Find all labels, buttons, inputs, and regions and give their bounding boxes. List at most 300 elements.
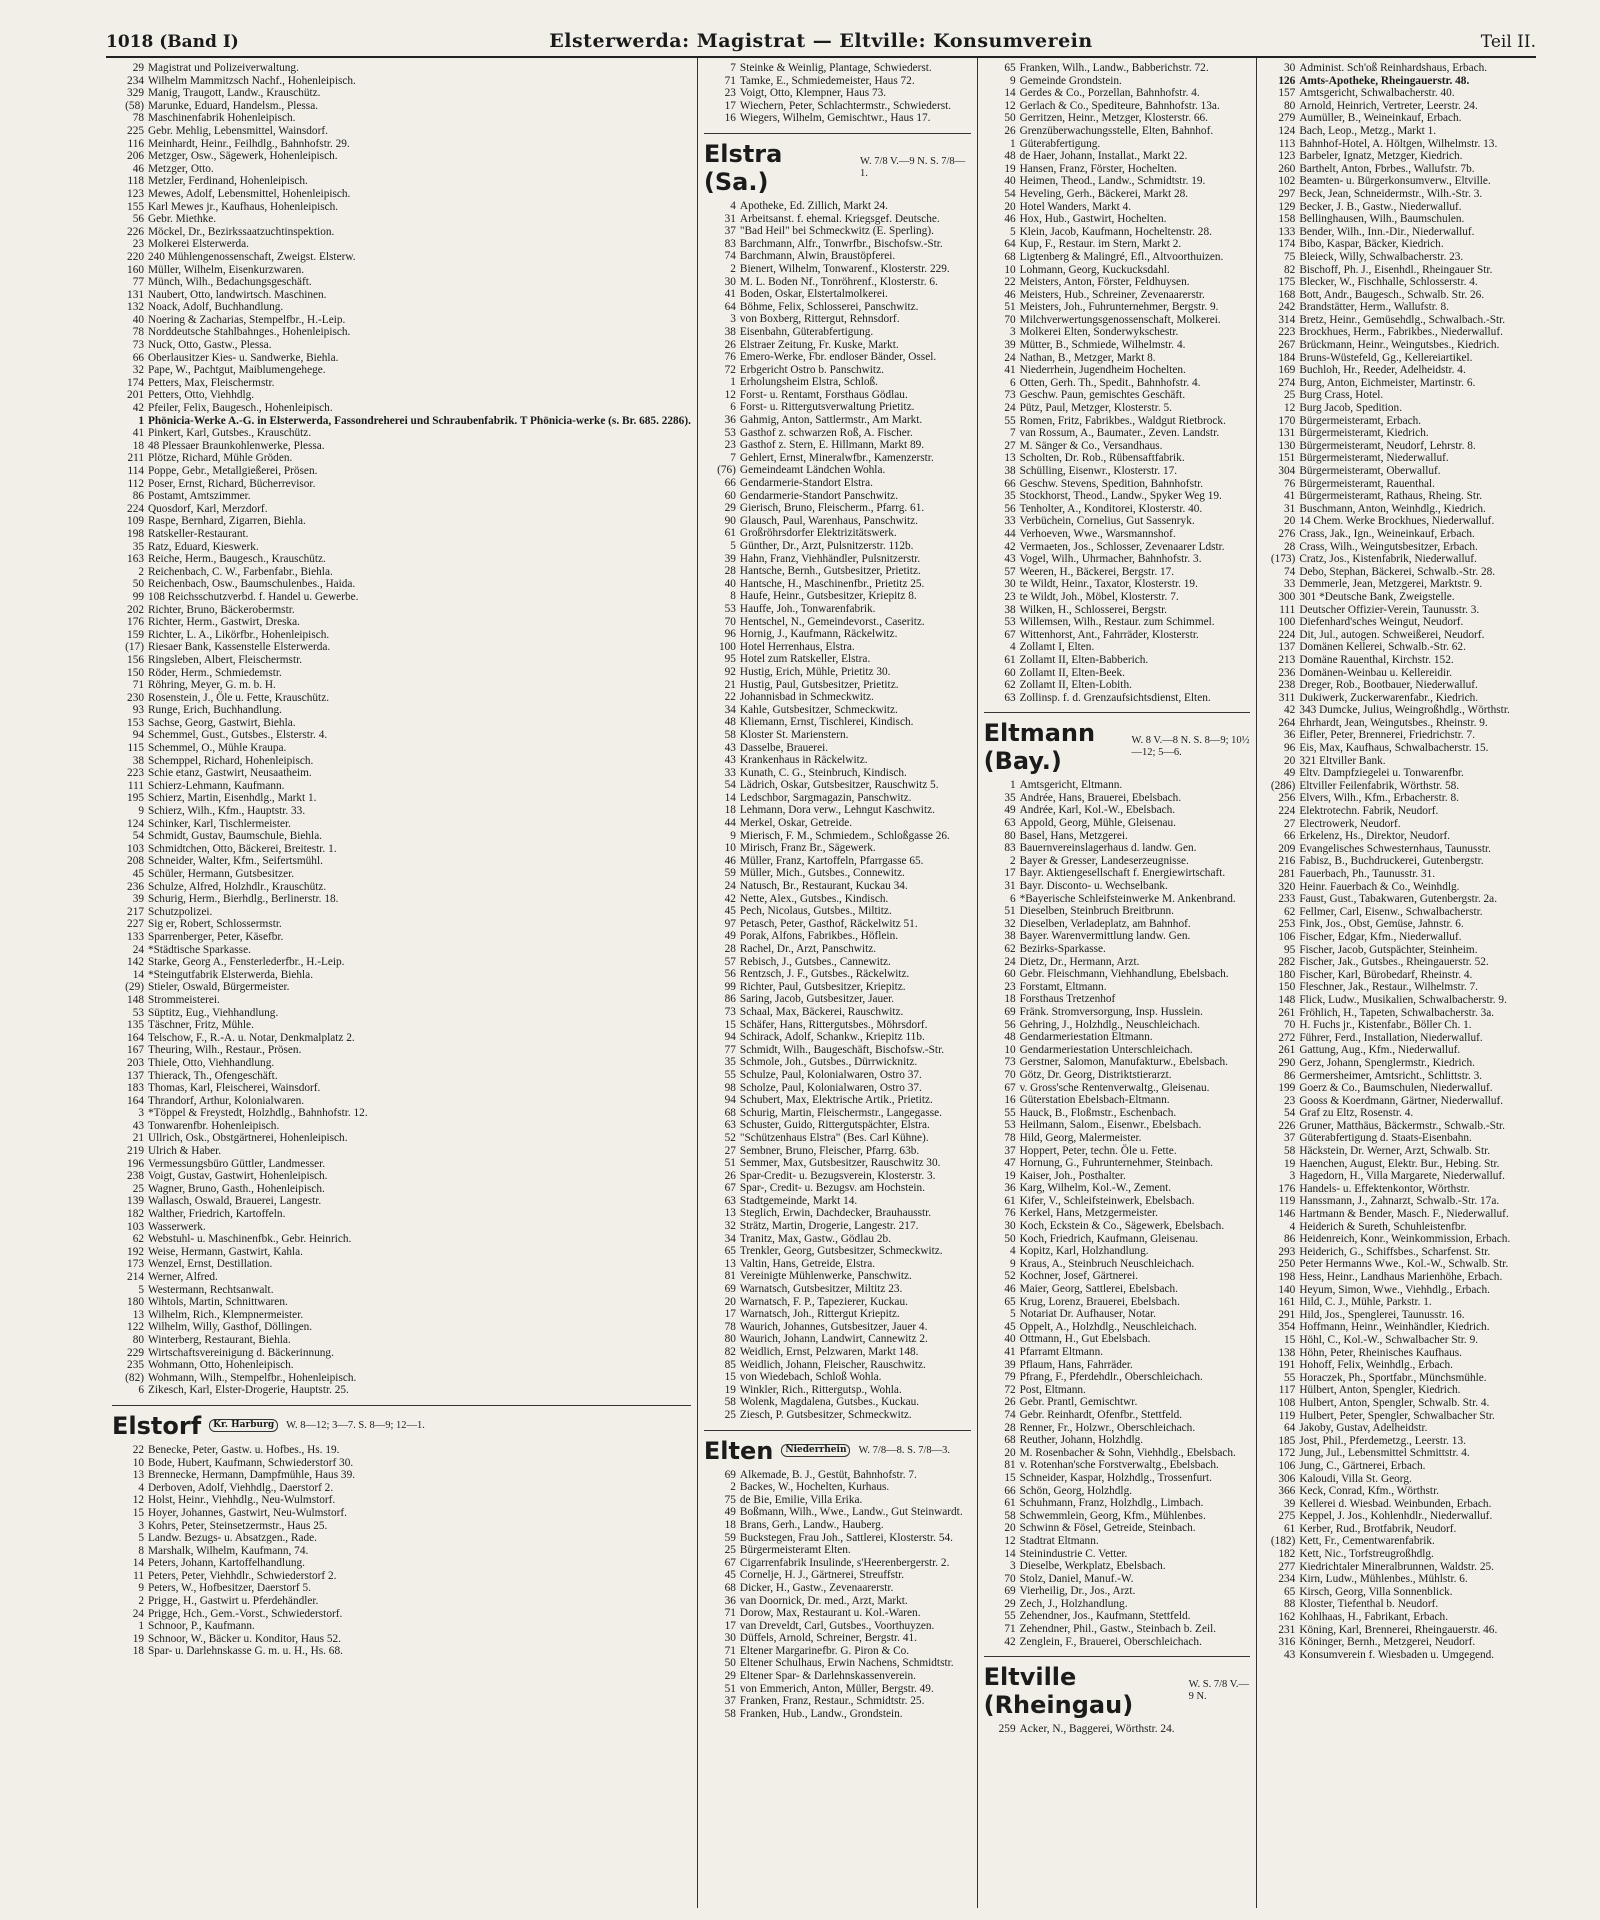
- entry-phone-number: 20: [1284, 515, 1296, 528]
- entry-phone-number: 43: [724, 754, 736, 767]
- entry-text: Strätz, Martin, Drogerie, Langestr. 217.: [739, 1220, 919, 1233]
- entry-text: Brockhues, Herm., Fabrikbes., Niederwalluf.: [1299, 326, 1503, 339]
- entry-text: Brans, Gerh., Landw., Hauberg.: [739, 1518, 884, 1531]
- list-item: [704, 880, 971, 893]
- list-item: [704, 1506, 971, 1519]
- entry-text: Großröhrsdorfer Elektrizitätswerk.: [739, 527, 897, 540]
- entry-phone-number: 50: [1004, 1232, 1016, 1245]
- list-item: [704, 301, 971, 314]
- entry-phone-number: 76: [1284, 477, 1296, 490]
- entry-phone-number: 229: [127, 1346, 144, 1359]
- entry-text: Hulbert, Peter, Spengler, Schwalbacher Str.: [1299, 1409, 1495, 1422]
- list-item: [704, 1620, 971, 1633]
- entry-text: Gerstner, Salomon, Manufakturw., Ebelsbach.: [1019, 1056, 1228, 1069]
- entry-phone-number: 51: [724, 1682, 736, 1695]
- list-item: [1263, 1158, 1530, 1171]
- list-item: [112, 654, 691, 667]
- entry-text: Peters, Peter, Viehhdlr., Schwiederstorf 2.: [148, 1569, 337, 1582]
- place-name: Elstra (Sa.): [703, 139, 783, 196]
- entry-text: Gendarmeriestation Eltmann.: [1019, 1031, 1153, 1044]
- entry-phone-number: 34: [724, 1232, 736, 1245]
- entry-text: Poser, Ernst, Richard, Bücherrevisor.: [148, 477, 316, 490]
- entry-text: Heimen, Theod., Landw., Schmidtstr. 19.: [1019, 175, 1206, 188]
- entry-text: Bürgermeisteramt Elten.: [739, 1544, 851, 1557]
- list-item: [984, 792, 1251, 805]
- entry-text: Kiedrichtaler Mineralbrunnen, Waldstr. 25.: [1299, 1560, 1494, 1573]
- entry-phone-number: 13: [1004, 452, 1016, 465]
- list-item: [112, 289, 691, 302]
- entry-text: Landw. Bezugs- u. Absatzgen., Rade.: [148, 1532, 317, 1545]
- list-item: [984, 804, 1251, 817]
- list-item: [984, 201, 1251, 214]
- list-item: [112, 729, 691, 742]
- list-item: [704, 1481, 971, 1494]
- entry-text: Amtsgericht, Eltmann.: [1019, 779, 1123, 792]
- entry-text: Hauffe, Joh., Tonwarenfabrik.: [739, 602, 876, 615]
- list-item: [704, 490, 971, 503]
- list-item: [112, 855, 691, 868]
- entry-text: Bürgermeisteramt, Rauenthal.: [1299, 477, 1435, 490]
- list-item: [1263, 679, 1530, 692]
- entry-phone-number: 31: [1004, 880, 1016, 893]
- entry-phone-number: 68: [1004, 1434, 1016, 1447]
- entry-phone-number: 20: [1004, 1522, 1016, 1535]
- entry-text: Gendarmeriestation Unterschleichach.: [1019, 1043, 1193, 1056]
- entry-text: Magistrat und Polizeiverwaltung.: [148, 62, 299, 74]
- entry-phone-number: 42: [132, 402, 144, 415]
- entry-text: Amts-Apotheke, Rheingauerstr. 48.: [1299, 74, 1470, 87]
- entry-phone-number: 168: [1278, 288, 1296, 301]
- entry-text: von Emmerich, Anton, Müller, Bergstr. 49.: [739, 1682, 934, 1695]
- entry-text: Handels- u. Effektenkontor, Wörthstr.: [1299, 1182, 1470, 1195]
- list-item: [1263, 1347, 1530, 1360]
- entry-text: Reichenbach, C. W., Farbenfabr., Biehla.: [148, 565, 333, 578]
- list-item: [984, 1283, 1251, 1296]
- list-item: [1263, 1183, 1530, 1196]
- entry-phone-number: 24: [132, 943, 144, 956]
- entry-phone-number: (29): [125, 981, 144, 994]
- entry-phone-number: 71: [1004, 1623, 1016, 1636]
- entry-phone-number: 49: [1004, 804, 1016, 817]
- entry-phone-number: 6: [138, 1384, 144, 1397]
- entry-text: Wilhelm Mammitzsch Nachf., Hohenleipisch.: [148, 74, 356, 87]
- entry-text: Beamten- u. Bürgerkonsumverw., Eltville.: [1299, 175, 1491, 188]
- entry-phone-number: 282: [1278, 956, 1296, 969]
- list-item: [112, 138, 691, 151]
- entry-phone-number: 14: [1004, 87, 1016, 100]
- list-item: [1263, 490, 1530, 503]
- entry-text: Steinindustrie C. Vetter.: [1019, 1547, 1128, 1560]
- entry-phone-number: 22: [724, 691, 736, 704]
- list-item: [112, 994, 691, 1007]
- entry-text: Fränk. Stromversorgung, Insp. Husslein.: [1019, 1005, 1203, 1018]
- entry-phone-number: 95: [724, 653, 736, 666]
- list-item: [1263, 717, 1530, 730]
- entry-phone-number: 56: [132, 213, 144, 226]
- entry-phone-number: 5: [138, 1283, 144, 1296]
- entry-phone-number: 95: [1284, 943, 1296, 956]
- entry-text: Schneider, Walter, Kfm., Seifertsmühl.: [148, 855, 323, 868]
- list-item: [704, 1132, 971, 1145]
- entry-phone-number: 100: [1278, 616, 1296, 629]
- list-item: [984, 541, 1251, 554]
- place-district: Kr. Harburg: [209, 1419, 278, 1432]
- entry-text: Jakoby, Gustav, Adelheidstr.: [1299, 1422, 1428, 1435]
- entry-text: Basel, Hans, Metzgerei.: [1019, 829, 1128, 842]
- entry-text: Mütter, B., Schmiede, Wilhelmstr. 4.: [1019, 339, 1186, 352]
- entry-text: Vereinigte Mühlenwerke, Panschwitz.: [739, 1270, 912, 1283]
- entry-phone-number: 236: [1278, 666, 1296, 679]
- list-item: [704, 842, 971, 855]
- entry-text: Brennecke, Hermann, Dampfmühle, Haus 39.: [148, 1469, 356, 1482]
- entry-text: Cratz, Jos., Kistenfabrik, Niederwalluf.: [1299, 553, 1477, 566]
- list-item: [704, 439, 971, 452]
- list-item: [1263, 969, 1530, 982]
- list-item: [984, 1585, 1251, 1598]
- list-item: [984, 1497, 1251, 1510]
- entry-phone-number: 70: [1004, 1572, 1016, 1585]
- entry-text: Gendarmerie-Standort Panschwitz.: [739, 489, 899, 502]
- list-item: [1263, 1233, 1530, 1246]
- entry-text: Dieselben, Verladeplatz, am Bahnhof.: [1019, 917, 1191, 930]
- list-item: [984, 515, 1251, 528]
- entry-phone-number: 74: [1284, 565, 1296, 578]
- list-item: [984, 578, 1251, 591]
- entry-text: "Schützenhaus Elstra" (Bes. Carl Kühne).: [739, 1131, 929, 1144]
- list-item: [984, 1548, 1251, 1561]
- entry-text: Nathan, B., Metzger, Markt 8.: [1019, 351, 1156, 364]
- list-item: [704, 855, 971, 868]
- entry-phone-number: 38: [132, 754, 144, 767]
- entry-phone-number: 24: [1004, 351, 1016, 364]
- entry-phone-number: 276: [1278, 527, 1296, 540]
- list-item: [984, 1220, 1251, 1233]
- entry-text: Kaiser, Joh., Posthalter.: [1019, 1169, 1126, 1182]
- list-item: [112, 1595, 691, 1608]
- entry-phone-number: 140: [1278, 1283, 1296, 1296]
- list-item: [1263, 994, 1530, 1007]
- entry-text: Postamt, Amtszimmer.: [148, 490, 251, 503]
- entry-text: Zikesch, Karl, Elster-Drogerie, Hauptstr. 25.: [148, 1384, 349, 1397]
- list-item: [704, 339, 971, 352]
- entry-phone-number: 23: [132, 238, 144, 251]
- entry-text: Flick, Ludw., Musikalien, Schwalbacherstr. 9.: [1299, 993, 1507, 1006]
- list-item: [1263, 1070, 1530, 1083]
- entry-text: Steinke & Weinlig, Plantage, Schwiederst.: [739, 62, 932, 74]
- list-item: [704, 754, 971, 767]
- list-item: [984, 1384, 1251, 1397]
- entry-text: Kliemann, Ernst, Tischlerei, Kindisch.: [739, 716, 914, 729]
- entry-text: Keck, Conrad, Kfm., Wörthstr.: [1299, 1485, 1440, 1498]
- list-item: [984, 1006, 1251, 1019]
- entry-phone-number: 65: [1004, 62, 1016, 74]
- list-item: [704, 213, 971, 226]
- list-item: [984, 289, 1251, 302]
- entry-phone-number: 2: [138, 1595, 144, 1608]
- list-item: [1263, 112, 1530, 125]
- list-item: [984, 981, 1251, 994]
- entry-text: Thierack, Th., Ofengeschäft.: [148, 1069, 278, 1082]
- entry-phone-number: 73: [132, 339, 144, 352]
- list-item: [112, 641, 691, 654]
- list-item: [704, 1607, 971, 1620]
- entry-text: Renner, Fr., Holzwr., Oberschleichach.: [1019, 1421, 1196, 1434]
- entry-phone-number: 24: [132, 1607, 144, 1620]
- list-item: [1263, 956, 1530, 969]
- entry-phone-number: 86: [1284, 1069, 1296, 1082]
- entry-text: Gemeinde Grondstein.: [1019, 74, 1122, 87]
- entry-phone-number: 100: [718, 640, 736, 653]
- entry-phone-number: 8: [730, 590, 736, 603]
- list-item: [704, 389, 971, 402]
- list-item: [112, 427, 691, 440]
- entry-text: Geschw. Paun, gemischtes Geschäft.: [1019, 389, 1186, 402]
- entry-text: Bibo, Kaspar, Bäcker, Kiedrich.: [1299, 238, 1444, 251]
- entry-text: Wilhelm, Willy, Gasthof, Döllingen.: [148, 1321, 313, 1334]
- entry-text: Kraus, A., Steinbruch Neuschleichach.: [1019, 1257, 1195, 1270]
- list-item: [112, 1107, 691, 1120]
- list-item: [984, 1409, 1251, 1422]
- list-item: [112, 226, 691, 239]
- list-item: [112, 100, 691, 113]
- list-item: [112, 1183, 691, 1196]
- entry-text: Gemeindeamt Ländchen Wohla.: [739, 464, 886, 477]
- list-item: [984, 452, 1251, 465]
- entry-phone-number: 211: [127, 452, 144, 465]
- entry-text: Schwinn & Fösel, Getreide, Steinbach.: [1019, 1522, 1196, 1535]
- list-item: [984, 1447, 1251, 1460]
- entry-text: Geschw. Stevens, Spedition, Bahnhofstr.: [1019, 477, 1204, 490]
- entry-phone-number: 25: [132, 1182, 144, 1195]
- list-item: [1263, 1372, 1530, 1385]
- entry-text: Marshalk, Wilhelm, Kaufmann, 74.: [148, 1544, 309, 1557]
- entry-text: Phönicia-Werke A.-G. in Elsterwerda, Fassondreherei und Schraubenfabrik. T Phönicia-werke (s. Br. 685. 2286).: [148, 414, 691, 427]
- entry-text: Eltener Schulhaus, Erwin Nachens, Schmidtstr.: [739, 1657, 954, 1670]
- list-item: [984, 150, 1251, 163]
- entry-phone-number: 46: [1004, 213, 1016, 226]
- entry-text: Pfeiler, Felix, Baugesch., Hohenleipisch.: [148, 402, 333, 415]
- entry-phone-number: 28: [724, 943, 736, 955]
- entry-text: Hoyer, Johannes, Gastwirt, Neu-Wulmstorf.: [148, 1506, 347, 1519]
- list-item: [984, 264, 1251, 277]
- entry-text: Oberlausitzer Kies- u. Sandwerke, Biehla.: [148, 351, 339, 364]
- list-item: [112, 452, 691, 465]
- list-item: [112, 818, 691, 831]
- list-item: [112, 692, 691, 705]
- entry-text: Pinkert, Karl, Gutsbes., Krauschütz.: [148, 427, 312, 440]
- list-item: [704, 704, 971, 717]
- entry-phone-number: 233: [1278, 893, 1296, 906]
- entry-phone-number: 97: [724, 917, 736, 930]
- list-item: [112, 1233, 691, 1246]
- list-item: [704, 565, 971, 578]
- entry-text: Zollamt II, Elten-Lobith.: [1019, 679, 1132, 692]
- entry-text: Wirtschaftsvereinigung d. Bäckerinnung.: [148, 1346, 334, 1359]
- entry-text: Marunke, Eduard, Handelsm., Plessa.: [148, 99, 319, 112]
- entry-text: Thrandorf, Arthur, Kolonialwaren.: [148, 1094, 305, 1107]
- entry-text: Deutscher Offizier-Verein, Taunusstr. 3.: [1299, 603, 1480, 616]
- list-item: [984, 1082, 1251, 1095]
- entry-phone-number: 18: [724, 1518, 736, 1531]
- entry-text: M. L. Boden Nf., Tonröhrenf., Klosterstr. 6.: [739, 275, 938, 288]
- entry-text: Merkel, Oskar, Getreide.: [739, 817, 853, 830]
- entry-text: Kloster, Tiefenthal b. Neudorf.: [1299, 1598, 1439, 1611]
- entry-text: *Bayerische Schleifsteinwerke M. Ankenbrand.: [1019, 892, 1236, 905]
- entry-phone-number: 73: [724, 1005, 736, 1018]
- entry-text: Weise, Hermann, Gastwirt, Kahla.: [148, 1245, 304, 1258]
- entry-phone-number: 259: [998, 1723, 1016, 1736]
- entry-phone-number: 191: [1278, 1359, 1296, 1372]
- list-item: [704, 1708, 971, 1721]
- entry-phone-number: 37: [1284, 1132, 1296, 1145]
- entry-phone-number: 31: [724, 212, 736, 225]
- list-item: [984, 314, 1251, 327]
- entry-text: Peters, W., Hofbesitzer, Daerstorf 5.: [148, 1582, 311, 1595]
- list-item: [704, 1270, 971, 1283]
- list-item: [112, 792, 691, 805]
- list-item: [704, 691, 971, 704]
- entry-text: Gebr. Prantl, Gemischtwr.: [1019, 1396, 1138, 1409]
- entry-phone-number: 224: [1278, 805, 1296, 818]
- entry-phone-number: 26: [724, 338, 736, 351]
- list-item: [704, 1245, 971, 1258]
- list-item: [984, 1207, 1251, 1220]
- entry-text: Bott, Andr., Baugesch., Schwalb. Str. 26.: [1299, 288, 1485, 301]
- place-heading: [984, 712, 1251, 775]
- list-item: [704, 288, 971, 301]
- entry-phone-number: 28: [724, 565, 736, 578]
- entry-text: Barthelt, Anton, Fbrbes., Wallufstr. 7b.: [1299, 162, 1475, 175]
- entry-text: H. Fuchs jr., Kistenfabr., Böller Ch. 1.: [1299, 1019, 1472, 1032]
- entry-text: Beck, Jean, Schneidermstr., Wilh.-Str. 3.: [1299, 187, 1483, 200]
- entry-text: Tenholter, A., Konditorei, Klosterstr. 40.: [1019, 502, 1203, 515]
- list-item: [984, 553, 1251, 566]
- entry-text: Hornung, G., Fuhrunternehmer, Steinbach.: [1019, 1157, 1214, 1170]
- entry-phone-number: 50: [724, 1657, 736, 1670]
- list-item: [112, 1271, 691, 1284]
- entry-phone-number: 78: [132, 326, 144, 339]
- entry-phone-number: 55: [1004, 414, 1016, 427]
- entry-phone-number: (76): [717, 464, 736, 477]
- entry-phone-number: 86: [1284, 1233, 1296, 1246]
- list-item: [704, 1494, 971, 1507]
- entry-phone-number: 275: [1278, 1510, 1296, 1523]
- list-item: [1263, 1057, 1530, 1070]
- list-item: [112, 1296, 691, 1309]
- entry-text: Reichenbach, Osw., Baumschulenbes., Haida.: [148, 578, 356, 591]
- entry-phone-number: 96: [724, 628, 736, 641]
- list-item: [112, 1334, 691, 1347]
- entry-phone-number: 35: [1004, 490, 1016, 503]
- list-item: [112, 541, 691, 554]
- entry-phone-number: 65: [1284, 1585, 1296, 1598]
- entry-phone-number: 6: [1009, 892, 1016, 905]
- entry-text: Warnatsch, Joh., Rittergut Kriepitz.: [739, 1308, 900, 1321]
- list-item: [1263, 591, 1530, 604]
- list-item: [704, 1346, 971, 1359]
- entry-phone-number: 69: [724, 1283, 736, 1296]
- entry-text: Meisters, Hub., Schreiner, Zevenaarerstr.: [1019, 288, 1205, 301]
- entry-text: Sachse, Georg, Gastwirt, Biehla.: [148, 716, 296, 729]
- entry-phone-number: 25: [724, 1408, 736, 1421]
- entry-phone-number: 28: [1004, 1421, 1016, 1434]
- list-item: [112, 301, 691, 314]
- entry-phone-number: 261: [1278, 1006, 1296, 1019]
- list-item: [112, 389, 691, 402]
- entry-phone-number: 119: [1278, 1195, 1296, 1208]
- entry-text: Schmole, Joh., Gutsbes., Dürrwicknitz.: [739, 1056, 918, 1069]
- entry-phone-number: 137: [1278, 641, 1296, 654]
- entry-text: Schneider, Kaspar, Holzhdlg., Trossenfurt.: [1019, 1471, 1212, 1484]
- entry-text: Fellmer, Carl, Eisenw., Schwalbacherstr.: [1299, 905, 1483, 918]
- list-item: [984, 1573, 1251, 1586]
- list-item: [1263, 704, 1530, 717]
- entry-text: Ehrhardt, Jean, Weingutsbes., Rheinstr. 9.: [1299, 716, 1488, 729]
- entry-text: Kirsch, Georg, Villa Sonnenblick.: [1299, 1585, 1453, 1598]
- entry-phone-number: 46: [1004, 1283, 1016, 1296]
- entry-phone-number: 90: [724, 514, 736, 527]
- place-heading: [984, 1656, 1251, 1719]
- entry-phone-number: 43: [1004, 553, 1016, 566]
- entry-phone-number: 48: [1004, 1031, 1016, 1044]
- list-item: [112, 1170, 691, 1183]
- entry-phone-number: 7: [1009, 427, 1016, 440]
- entry-text: Schurig, Martin, Fleischermstr., Langegasse.: [739, 1106, 942, 1119]
- entry-phone-number: 231: [1278, 1623, 1296, 1636]
- list-item: [704, 1145, 971, 1158]
- entry-text: Zollamt II, Elten-Babberich.: [1019, 653, 1149, 666]
- entry-phone-number: 138: [1278, 1346, 1296, 1359]
- list-item: [984, 1510, 1251, 1523]
- column-2: [698, 58, 978, 1908]
- entry-phone-number: 15: [1284, 1333, 1296, 1346]
- entry-phone-number: 264: [1278, 716, 1296, 729]
- entry-text: Hild, C. J., Mühle, Parkstr. 1.: [1299, 1296, 1432, 1309]
- entry-phone-number: 15: [724, 1018, 736, 1031]
- entry-text: Krankenhaus in Räckelwitz.: [739, 754, 868, 767]
- entry-text: Haufe, Heinr., Gutsbesitzer, Kriepitz 8.: [739, 590, 917, 603]
- list-item: [984, 968, 1251, 981]
- list-item: [984, 867, 1251, 880]
- list-item: [112, 1620, 691, 1633]
- list-item: [1263, 352, 1530, 365]
- entry-phone-number: 163: [127, 553, 144, 566]
- entry-phone-number: 38: [1004, 465, 1016, 477]
- list-item: [112, 843, 691, 856]
- entry-phone-number: 320: [1278, 880, 1296, 893]
- list-item: [984, 125, 1251, 138]
- list-item: [704, 276, 971, 289]
- entry-phone-number: 17: [724, 99, 736, 112]
- entry-text: Bender, Wilh., Inn.-Dir., Niederwalluf.: [1299, 225, 1475, 238]
- entry-phone-number: 3: [1009, 1560, 1016, 1573]
- list-item: [1263, 226, 1530, 239]
- entry-text: Pfrang, F., Pferdehdlr., Oberschleichach.: [1019, 1371, 1203, 1384]
- list-item: [984, 918, 1251, 931]
- entry-text: de Haer, Johann, Installat., Markt 22.: [1019, 150, 1188, 163]
- list-item: [984, 1371, 1251, 1384]
- list-item: [984, 1636, 1251, 1649]
- entry-phone-number: 274: [1278, 376, 1296, 389]
- list-item: [704, 930, 971, 943]
- entry-text: Hox, Hub., Gastwirt, Hochelten.: [1019, 213, 1167, 226]
- entry-phone-number: 86: [724, 993, 736, 1006]
- entry-text: *Steingutfabrik Elsterwerda, Biehla.: [148, 968, 314, 981]
- column-1: [106, 58, 698, 1908]
- entry-text: 14 Chem. Werke Brockhues, Niederwalluf.: [1299, 515, 1495, 528]
- list-item: [984, 415, 1251, 428]
- entry-text: Fink, Jos., Obst, Gemüse, Jahnstr. 6.: [1299, 918, 1464, 931]
